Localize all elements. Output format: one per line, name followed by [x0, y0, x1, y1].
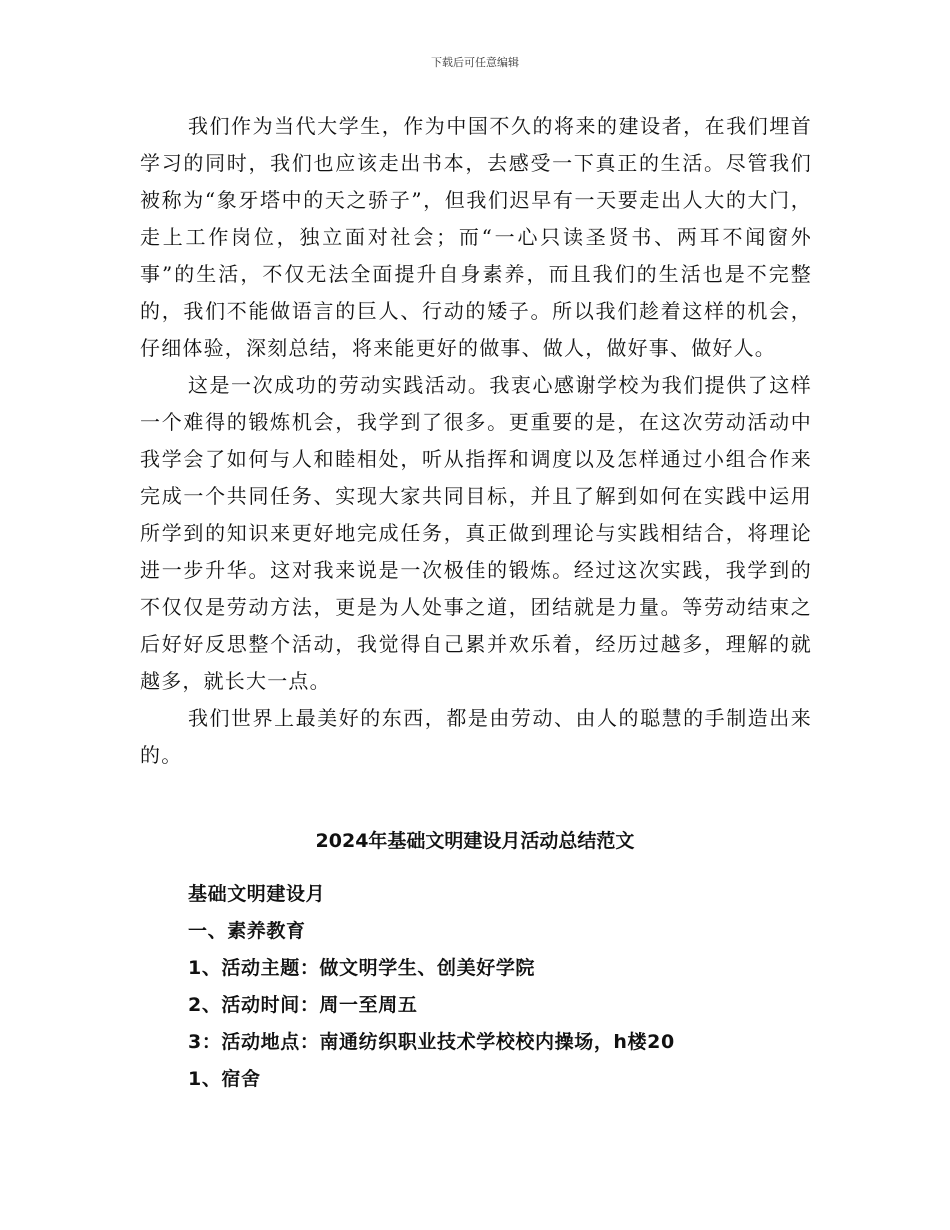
paragraph: 这是一次成功的劳动实践活动。我衷心感谢学校为我们提供了这样一个难得的锻炼机会，我学到了很多。更重要的是，在这次劳动活动中我学会了如何与人和睦相处，听从指挥和调度以及怎样通过小组合作来完成一个共同任务、实现大家共同目标，并且了解到如何在实践中运用所学到的知识来更好地完成任务，真正做到理论与实践相结合，将理论进一步升华。这对我来说是一次极佳的锻炼。经过这次实践，我学到的不仅仅是劳动方法，更是为人处事之道，团结就是力量。等劳动结束之后好好反思整个活动，我觉得自己累并欢乐着，经历过越多，理解的就越多，就长大一点。 [140, 373, 812, 693]
paragraph: 我们作为当代大学生，作为中国不久的将来的建设者，在我们埋首学习的同时，我们也应该走出书本，去感受一下真正的生活。尽管我们被称为“象牙塔中的天之骄子”，但我们迟早有一天要走出人大的大门，走上工作岗位，独立面对社会；而“一心只读圣贤书、两耳不闻窗外事”的生活，不仅无法全面提升自身素养，而且我们的生活也是不完整的，我们不能做语言的巨人、行动的矮子。所以我们趁着这样的机会，仔细体验，深刻总结，将来能更好的做事、做人，做好事、做好人。 [140, 114, 812, 360]
body-text [140, 108, 812, 774]
list-item: 3：活动地点：南通纺织职业技术学校校内操场，h楼20 [188, 1031, 675, 1053]
list-item: 1、宿舍 [188, 1068, 261, 1090]
list-item: 基础文明建设月 [188, 883, 326, 905]
section-list [188, 876, 828, 1098]
paragraph: 我们世界上最美好的东西，都是由劳动、由人的聪慧的手制造出来的。 [140, 706, 812, 767]
page-header-note: 下载后可任意编辑 [431, 56, 519, 69]
section-title: 2024年基础文明建设月活动总结范文 [315, 830, 635, 852]
list-item: 1、活动主题：做文明学生、创美好学院 [188, 957, 536, 979]
list-item: 2、活动时间：周一至周五 [188, 994, 418, 1016]
list-item: 一、素养教育 [188, 920, 306, 942]
